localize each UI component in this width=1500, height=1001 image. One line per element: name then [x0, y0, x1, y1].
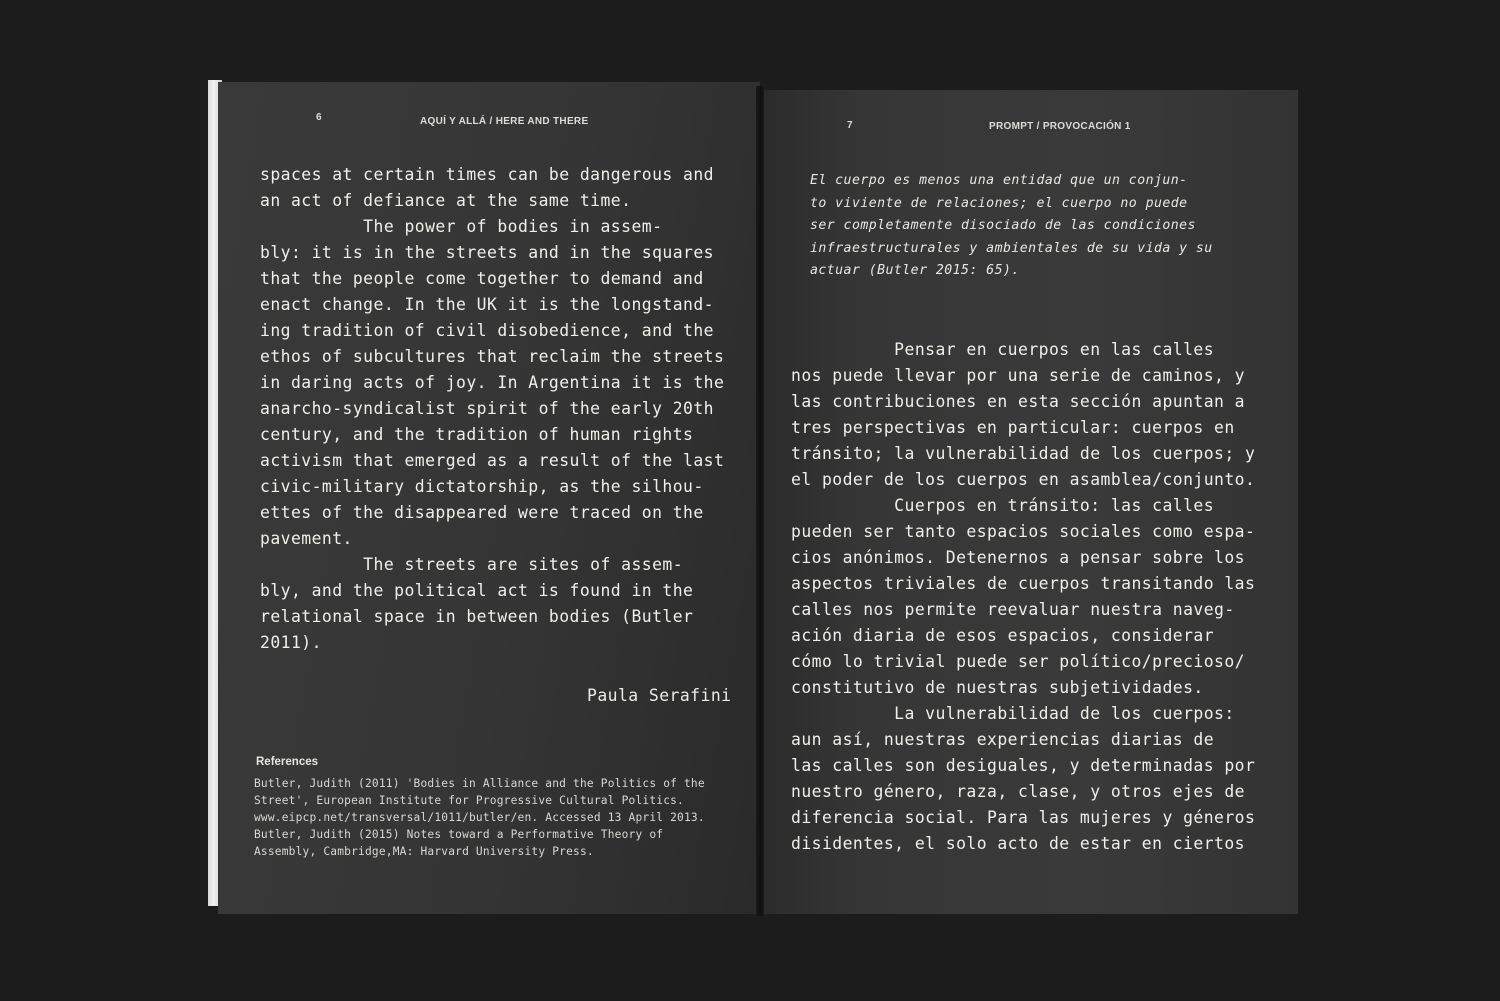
references-heading: References: [256, 756, 319, 768]
body-text: Pensar en cuerpos en las calles nos puede llevar por una serie de caminos, y las contribuciones en esta sección apuntan a tres perspectivas en particular: cuerpos en tránsito; la vulnerabilidad de los cuerpos; y el poder de los cuerpos en asamblea/conjunto. Cuerpos en tránsito: las calles pueden ser tanto espacios sociales como espa- cios anónimos. Detenernos a pensar sobre los aspectos triviales de cuerpos transitando las calles nos permite reevaluar nuestra naveg- ación diaria de esos espacios, considerar cómo lo trivial puede ser político/precioso/ constitutivo de nuestras subjetividades. La vulnerabilidad de los cuerpos: aun así, nuestras experiencias diarias de las calles son desiguales, y determinadas por nuestro género, raza, clase, y otros ejes de diferencia social. Para las mujeres y géneros disidentes, el solo acto de estar en ciertos: [791, 340, 1256, 853]
body-text: spaces at certain times can be dangerous and an act of defiance at the same time. The power of bodies in assem- bly: it is in the streets and in the squares that the people come together to demand and enact change. In the UK it is the longstand- ing tradition of civil disobedience, and the ethos of subcultures that reclaim the streets in daring acts of joy. In Argentina it is the anarcho-syndicalist spirit of the early 20th century, and the tradition of human rights activism that emerged as a result of the last civic-military dictatorship, as the silhou- ettes of the disappeared were traced on the pavement. The streets are sites of assem- bly, and the political act is found in the relational space in between bodies (Butler 2011).: [260, 165, 725, 652]
left-page: [218, 82, 760, 914]
page-number: 7: [847, 120, 853, 131]
author-signature: Paula Serafini: [587, 686, 732, 705]
running-head: PROMPT / PROVOCACIÓN 1: [989, 121, 1131, 132]
epigraph-quote: El cuerpo es menos una entidad que un conjun- to viviente de relaciones; el cuerpo no puede ser completamente disociado de las condiciones infraestructurales y ambientales de su vida y su actuar (Butler 2015: 65).: [810, 173, 1213, 278]
page-number: 6: [316, 112, 322, 123]
references-list: Butler, Judith (2011) 'Bodies in Alliance and the Politics of the Street', European Institute for Progressive Cultural Politics. www.eipcp.net/transversal/1011/butler/en. Accessed 13 April 2013. Butler, Judith (2015) Notes toward a Performative Theory of Assembly, Cambridge,MA: Harvard University Press.: [254, 777, 705, 858]
running-head: AQUÍ Y ALLÁ / HERE AND THERE: [420, 116, 589, 127]
right-page: [764, 90, 1298, 914]
